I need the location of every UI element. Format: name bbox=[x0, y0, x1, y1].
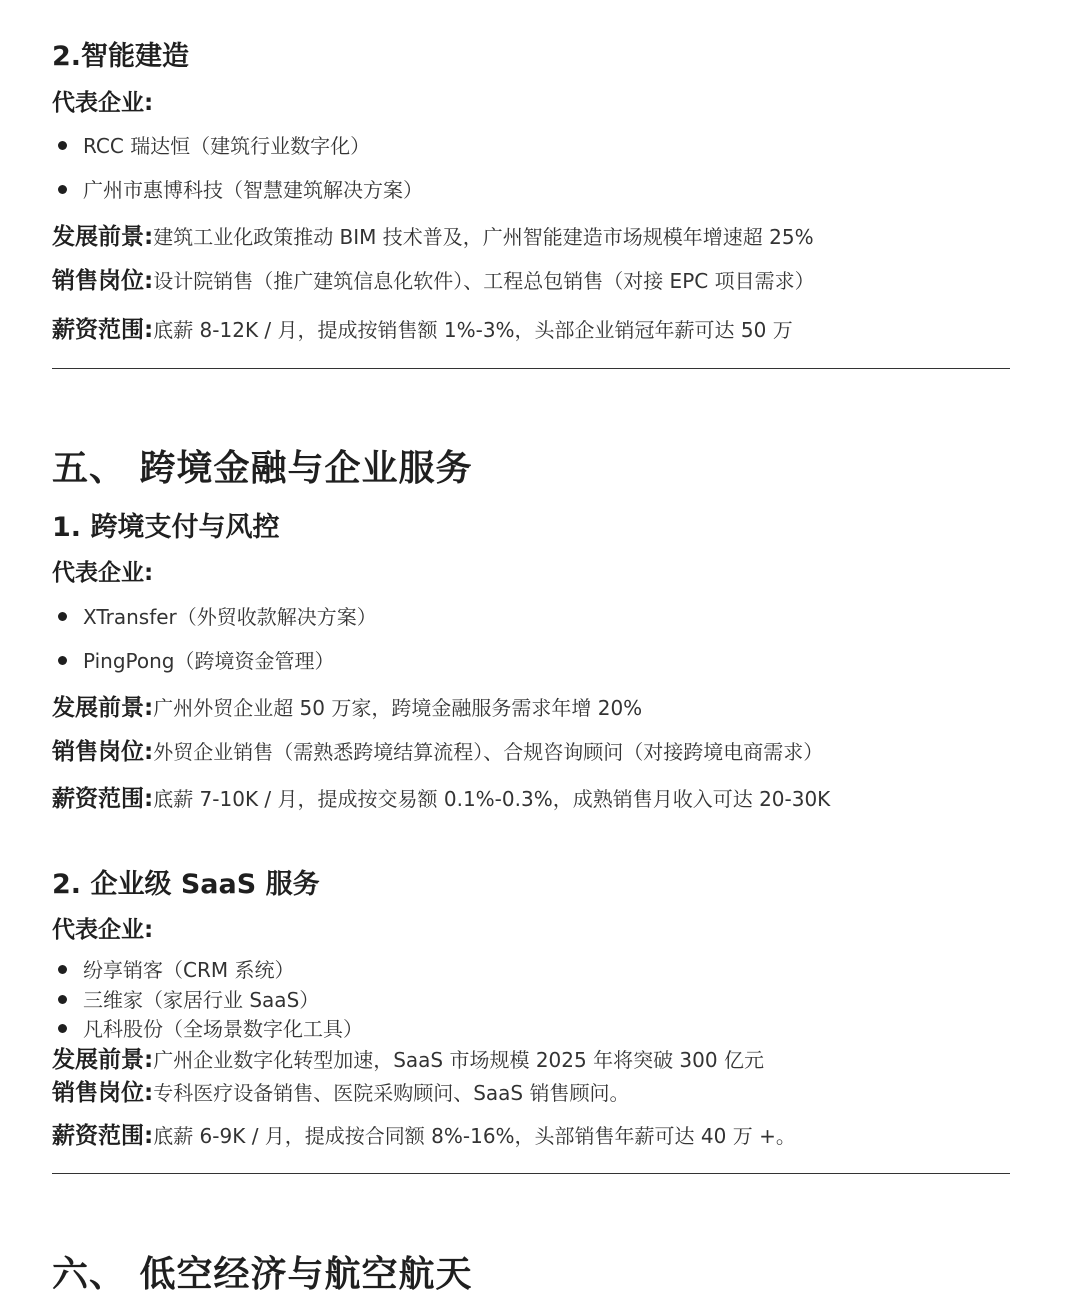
salary-row: 薪资范围:底薪 8-12K / 月，提成按销售额 1%-3%，头部企业销冠年薪可达 50 万 bbox=[52, 317, 793, 343]
list-item: 凡科股份（全场景数字化工具） bbox=[58, 1013, 363, 1042]
section-title: 六、 低空经济与航空航天 bbox=[52, 1254, 473, 1295]
companies-label: 代表企业: bbox=[52, 917, 154, 943]
companies-label: 代表企业: bbox=[52, 560, 154, 586]
prospect-row: 发展前景:广州外贸企业超 50 万家，跨境金融服务需求年增 20% bbox=[52, 695, 643, 721]
section-title: 五、 跨境金融与企业服务 bbox=[52, 448, 473, 489]
subsection-title: 1. 跨境支付与风控 bbox=[52, 512, 280, 543]
salary-row: 薪资范围:底薪 6-9K / 月，提成按合同额 8%-16%，头部销售年薪可达 40 万 +。 bbox=[52, 1123, 796, 1149]
list-item: 三维家（家居行业 SaaS） bbox=[58, 984, 319, 1013]
jobs-row: 销售岗位:外贸企业销售（需熟悉跨境结算流程）、合规咨询顾问（对接跨境电商需求） bbox=[52, 739, 824, 765]
salary-row: 薪资范围:底薪 7-10K / 月，提成按交易额 0.1%-0.3%，成熟销售月收入可达 20-30K bbox=[52, 786, 831, 812]
list-item: 纷享销客（CRM 系统） bbox=[58, 954, 294, 983]
bullet-icon bbox=[58, 612, 67, 621]
bullet-icon bbox=[58, 1024, 67, 1033]
bullet-icon bbox=[58, 995, 67, 1004]
subsection-title: 2. 企业级 SaaS 服务 bbox=[52, 869, 320, 900]
list-item: RCC 瑞达恒（建筑行业数字化） bbox=[58, 130, 370, 159]
subsection-title: 2.智能建造 bbox=[52, 41, 190, 72]
jobs-row: 销售岗位:设计院销售（推广建筑信息化软件）、工程总包销售（对接 EPC 项目需求） bbox=[52, 268, 815, 294]
divider bbox=[52, 1173, 1010, 1174]
prospect-row: 发展前景:建筑工业化政策推动 BIM 技术普及，广州智能建造市场规模年增速超 25% bbox=[52, 224, 814, 250]
prospect-row: 发展前景:广州企业数字化转型加速，SaaS 市场规模 2025 年将突破 300 亿元 bbox=[52, 1047, 764, 1073]
bullet-icon bbox=[58, 656, 67, 665]
jobs-row: 销售岗位:专科医疗设备销售、医院采购顾问、SaaS 销售顾问。 bbox=[52, 1080, 630, 1106]
companies-label: 代表企业: bbox=[52, 90, 154, 116]
bullet-icon bbox=[58, 141, 67, 150]
list-item: 广州市惠博科技（智慧建筑解决方案） bbox=[58, 174, 423, 203]
bullet-icon bbox=[58, 965, 67, 974]
divider bbox=[52, 368, 1010, 369]
bullet-icon bbox=[58, 185, 67, 194]
list-item: PingPong（跨境资金管理） bbox=[58, 645, 335, 674]
list-item: XTransfer（外贸收款解决方案） bbox=[58, 601, 377, 630]
